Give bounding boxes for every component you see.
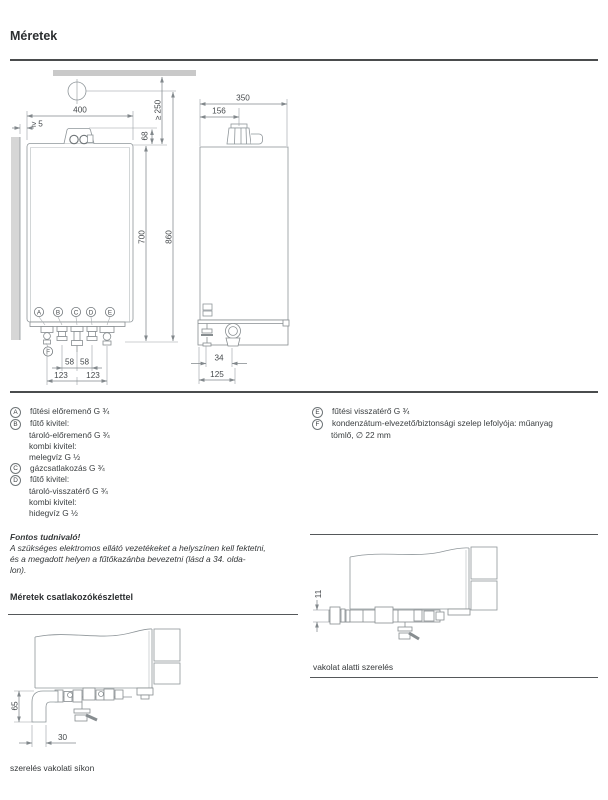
- legend-key-a: A: [10, 407, 21, 418]
- note-line: lon).: [10, 565, 27, 575]
- legend-key-d: D: [10, 475, 21, 486]
- legend-item-b: [10, 418, 304, 430]
- label-c: C: [73, 309, 79, 317]
- legend-key-b: B: [10, 419, 21, 430]
- legend-text: tároló-előremenő G ¾: [29, 429, 110, 440]
- dim-fitting-offset: 125: [210, 370, 224, 379]
- label-d: D: [88, 309, 94, 317]
- divider: [310, 677, 598, 678]
- front-view-drawing: [11, 70, 196, 356]
- legend-text: kombi kivitel:: [29, 440, 77, 451]
- legend-text: kondenzátum-elvezető/biztonsági szelep lefolyója: műanyag: [332, 417, 553, 428]
- legend-text: melegvíz G ½: [29, 451, 81, 462]
- side-view-drawing: [198, 124, 289, 346]
- dim-123-left: 123: [54, 371, 68, 380]
- legend-text: tároló-visszatérő G ¾: [29, 486, 108, 497]
- section-title: Méretek csatlakozókészlettel: [10, 592, 134, 602]
- dim-58-left: 58: [64, 357, 75, 367]
- label-f: F: [46, 348, 50, 356]
- dim-ceiling-clearance: ≥ 250: [153, 99, 163, 121]
- legend-text: fűtő kivitel:: [30, 417, 70, 428]
- boiler-side-outline: [200, 147, 288, 320]
- dim-height-total: 860: [164, 230, 174, 244]
- legend-text: fűtési előremenő G ¾: [30, 406, 110, 416]
- label-a: A: [36, 309, 42, 317]
- flue-collar-front: [64, 129, 94, 144]
- elbow-pipe: [32, 691, 58, 722]
- dim-58-right: 58: [79, 357, 90, 367]
- page-title: Méretek: [10, 29, 58, 43]
- connection-kit: [55, 688, 153, 702]
- dimension-drawings: [0, 62, 608, 395]
- flue-adapter-side: [227, 124, 263, 144]
- dim-flue-offset: 156: [212, 106, 226, 116]
- bottom-connections-front: [30, 322, 125, 352]
- dim-drop: 65: [10, 701, 20, 711]
- caption-surface-mount: szerelés vakolati síkon: [10, 763, 95, 773]
- legend-text: gázcsatlakozás G ¾: [30, 462, 105, 473]
- dim-pipe: 11: [314, 589, 323, 599]
- legend-left: [10, 406, 304, 519]
- dim-wall-gap: ≥ 5: [31, 119, 43, 129]
- legend-text: kombi kivitel:: [29, 497, 77, 508]
- dim-width: 400: [73, 105, 87, 115]
- legend-item-d: [10, 474, 304, 486]
- legend-text: hidegvíz G ½: [29, 508, 78, 519]
- boiler-front-outline: [27, 144, 133, 323]
- label-b: B: [55, 309, 61, 317]
- note-line: A szükséges elektromos ellátó vezetékeket a helyszínen kell fektetni,: [10, 543, 266, 553]
- divider: [10, 391, 598, 393]
- legend-right: [312, 406, 602, 441]
- dim-depth: 350: [236, 93, 250, 103]
- drain-valve: [74, 702, 97, 721]
- legend-text: tömlő, ∅ 22 mm: [331, 429, 391, 440]
- legend-text: fűtési visszatérő G ¾: [332, 406, 410, 416]
- legend-item-a: [10, 406, 304, 418]
- wall-hatch: [11, 137, 20, 340]
- flush-mount-drawing: [300, 540, 608, 665]
- dim-flue-height: 68: [140, 131, 150, 141]
- divider: [10, 59, 598, 61]
- connection-kit: [329, 607, 470, 639]
- legend-text: fűtő kivitel:: [30, 474, 70, 485]
- dim-123-right: 123: [86, 371, 100, 380]
- legend-key-f: F: [312, 419, 323, 430]
- legend-item-f: [312, 418, 602, 430]
- dim-height-connections: 700: [137, 230, 147, 244]
- legend-key-c: C: [10, 463, 21, 474]
- note-title: Fontos tudnivaló!: [10, 532, 81, 542]
- surface-mount-drawing: [0, 618, 300, 760]
- dim-drain-offset: 34: [214, 353, 224, 363]
- legend-key-e: E: [312, 407, 323, 418]
- bottom-connections-side: [198, 320, 289, 346]
- divider: [8, 614, 298, 615]
- legend-item-e: [312, 406, 602, 418]
- divider: [310, 534, 598, 535]
- legend-item-c: [10, 463, 304, 475]
- dim-offset: 30: [58, 733, 68, 742]
- ceiling-bar: [53, 70, 196, 76]
- important-note: [10, 532, 312, 576]
- note-line: és a megadott helyen a fűtőkazánba bevezetni (lásd a 34. olda-: [10, 554, 246, 564]
- caption-flush-mount: vakolat alatti szerelés: [313, 662, 394, 672]
- label-e: E: [107, 309, 113, 317]
